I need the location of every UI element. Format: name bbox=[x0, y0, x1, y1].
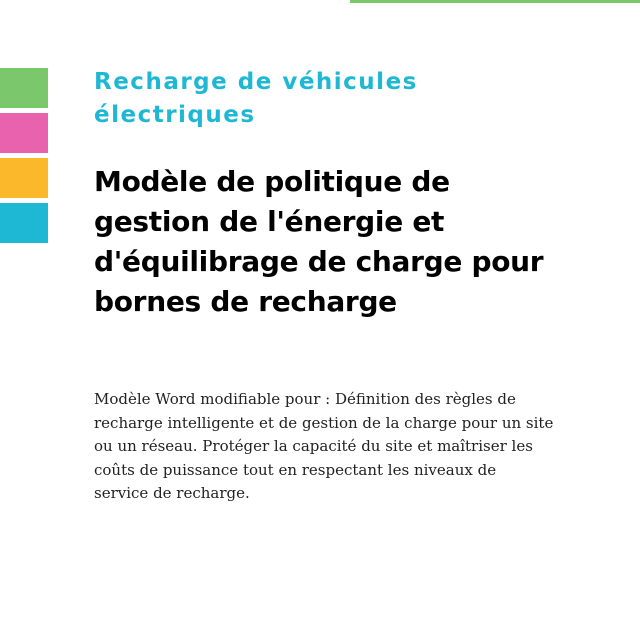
top-accent-line bbox=[350, 0, 640, 3]
document-title: Modèle de politique de gestion de l'énergie et d'équilibrage de charge pour bornes de recharge bbox=[94, 165, 544, 318]
document-description: Modèle Word modifiable pour : Définition des règles de recharge intelligente et de gestion de la charge pour un site ou un réseau. Protéger la capacité du site et maîtriser les coûts de puissance tout en respectant les niveaux de service de recharge. bbox=[94, 390, 554, 502]
orange-color-bar bbox=[0, 158, 48, 198]
green-color-bar bbox=[0, 68, 48, 108]
cyan-color-bar bbox=[0, 203, 48, 243]
category-subtitle: Recharge de véhicules électriques bbox=[94, 69, 418, 128]
color-bar-stack bbox=[0, 68, 48, 248]
pink-color-bar bbox=[0, 113, 48, 153]
